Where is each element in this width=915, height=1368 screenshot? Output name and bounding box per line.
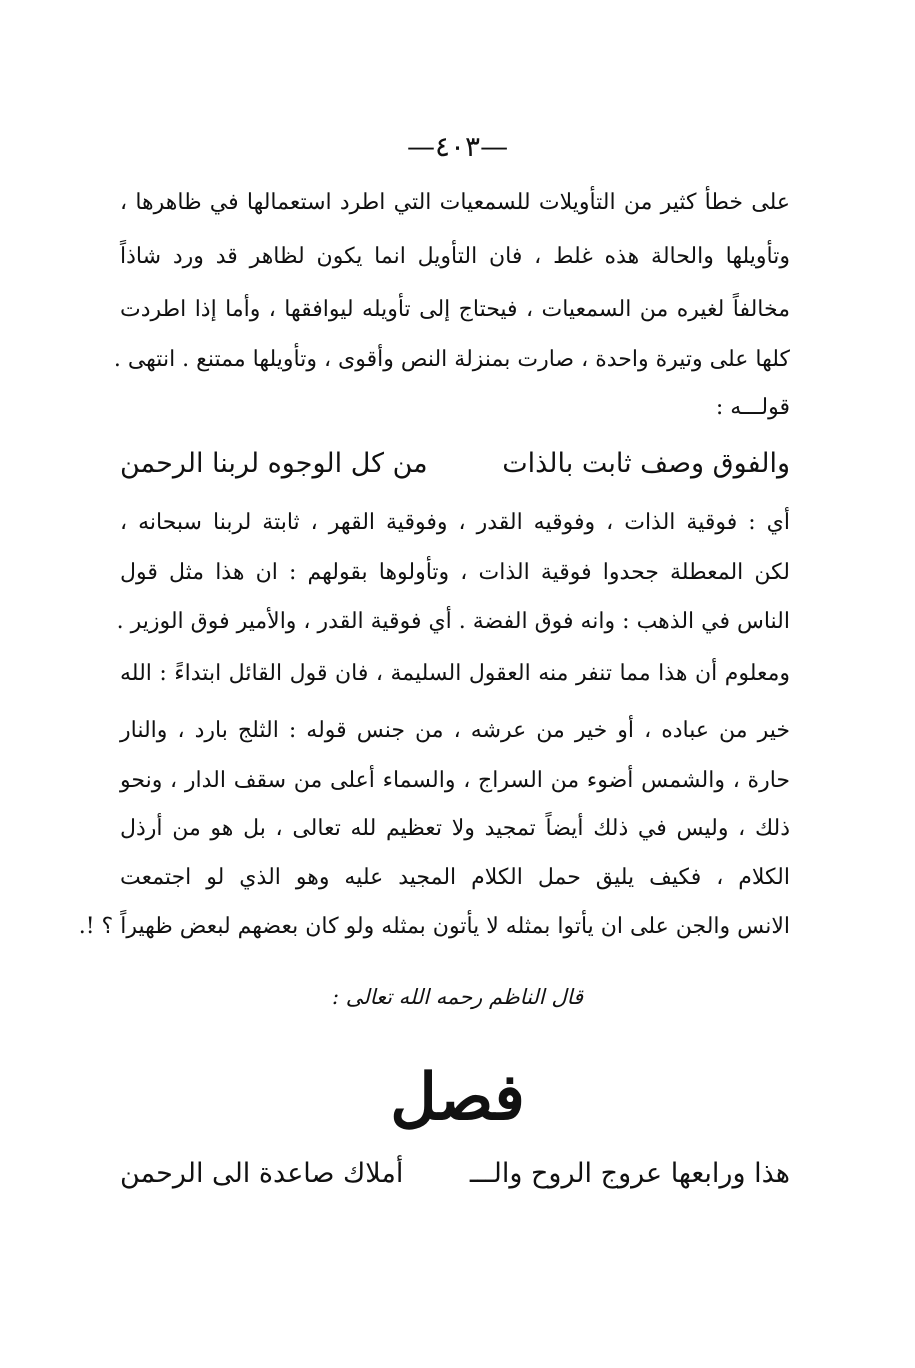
verse-2-second-hemistich: أملاك صاعدة الى الرحمن	[120, 1158, 404, 1189]
verse-2	[120, 1158, 790, 1189]
nazim-heading: قال الناظم رحمه الله تعالى :	[331, 985, 584, 1009]
paragraph-2-line-1: أي : فوقية الذات ، وفوقيه القدر ، وفوقية القهر ، ثابتة لربنا سبحانه ،	[120, 510, 790, 535]
verse-2-first-hemistich: هذا ورابعها عروج الروح والـــ	[469, 1158, 790, 1189]
paragraph-2-line-9: الانس والجن على ان يأتوا بمثله لا يأتون بمثله ولو كان بعضهم لبعض ظهيراً ؟ !.	[78, 914, 790, 939]
section-title: فصل	[390, 1060, 525, 1135]
page-number: —٤٠٣—	[406, 130, 509, 163]
paragraph-1-line-1: على خطأ كثير من التأويلات للسمعيات التي اطرد استعمالها في ظاهرها ،	[120, 190, 790, 215]
paragraph-2-line-3: الناس في الذهب : وانه فوق الفضة . أي فوقية القدر ، والأمير فوق الوزير .	[116, 609, 790, 634]
paragraph-2-line-2: لكن المعطلة جحدوا فوقية الذات ، وتأولوها بقولهم : ان هذا مثل قول	[120, 560, 790, 585]
verse-1-first-hemistich: والفوق وصف ثابت بالذات	[502, 448, 790, 479]
verse-1	[120, 448, 790, 479]
verse-1-second-hemistich: من كل الوجوه لربنا الرحمن	[120, 448, 428, 479]
paragraph-2-line-5: خير من عباده ، أو خير من عرشه ، من جنس قوله : الثلج بارد ، والنار	[120, 718, 790, 743]
paragraph-2-line-4: ومعلوم أن هذا مما تنفر منه العقول السليمة ، فان قول القائل ابتداءً : الله	[120, 661, 790, 686]
paragraph-2-line-7: ذلك ، وليس في ذلك أيضاً تمجيد ولا تعظيم لله تعالى ، بل هو من أرذل	[120, 816, 790, 841]
paragraph-1-line-3: مخالفاً لغيره من السمعيات ، فيحتاج إلى تأويله ليوافقها ، وأما إذا اطردت	[120, 297, 790, 322]
qawluhu-label: قولـــه :	[715, 395, 790, 420]
paragraph-1-line-2: وتأويلها والحالة هذه غلط ، فان التأويل انما يكون لظاهر قد ورد شاذاً	[120, 244, 790, 269]
paragraph-2-line-6: حارة ، والشمس أضوء من السراج ، والسماء أعلى من سقف الدار ، ونحو	[120, 768, 790, 793]
paragraph-2-line-8: الكلام ، فكيف يليق حمل الكلام المجيد عليه وهو الذي لو اجتمعت	[120, 865, 790, 890]
paragraph-1-line-4: كلها على وتيرة واحدة ، صارت بمنزلة النص وأقوى ، وتأويلها ممتنع . انتهى .	[113, 347, 790, 372]
